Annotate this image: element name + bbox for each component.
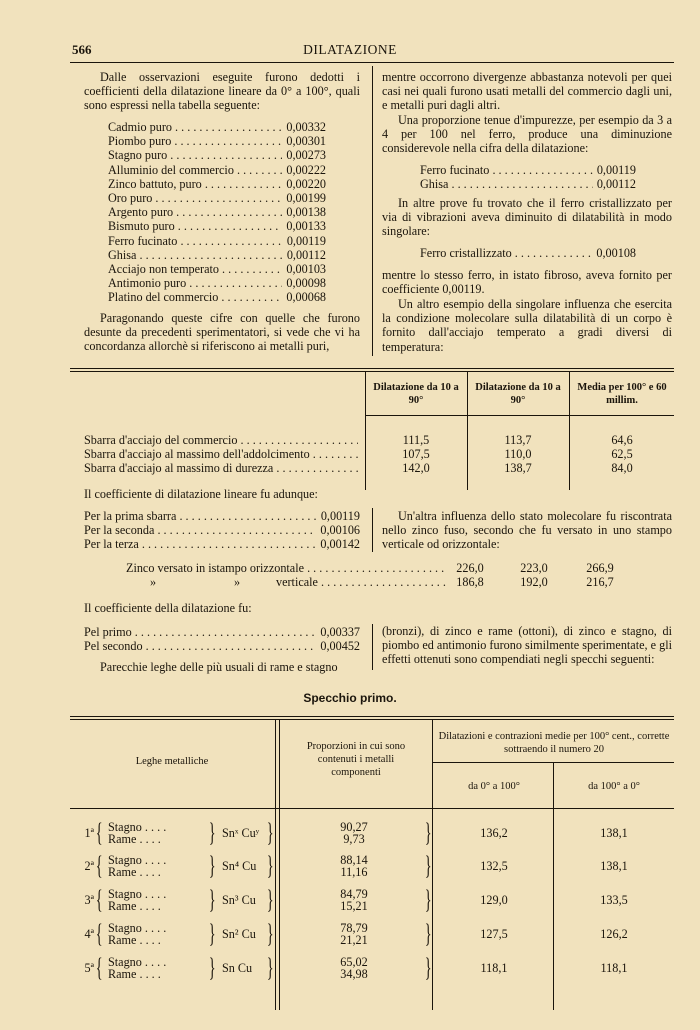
steel-table-top-rule-2: [70, 371, 674, 372]
iron-list: [420, 163, 636, 191]
pel-row: Pel secondo . . . 0,00452: [84, 639, 360, 653]
steel-header-rule: [365, 415, 674, 416]
mid-divider: [372, 508, 373, 552]
ditto-mark: »: [234, 575, 241, 589]
zinc-col-3: 266,9 216,7: [586, 561, 614, 590]
steel-table-divider: [467, 372, 468, 490]
specchio-divider: [275, 720, 276, 1010]
bar-row: Per la seconda . . . 0,00106: [84, 523, 360, 537]
right-paragraph-5: Un altro esempio della singolare influenza che esercita la condizione molecolare sulla dilatabilità di un corpo è fornito dall'acciajo temperato a gradi diversi di temperatura:: [382, 297, 672, 354]
steel-table-top-rule: [70, 368, 674, 369]
page-title: DILATAZIONE: [303, 42, 397, 57]
table-row: Sbarra d'acciajo al massimo dell'addolcimento . . .: [84, 447, 358, 461]
pel-row: Pel primo . . . 0,00337: [84, 625, 360, 639]
right-paragraph-3: In altre prove fu trovato che il ferro cristallizzato per via di vibrazioni aveva diminuito di dilatabilità in modo singolare:: [382, 196, 672, 239]
steel-col-3: 64,6 62,5 84,0: [611, 433, 633, 476]
bar-row: Per la prima sbarra . . . 0,00119: [84, 509, 360, 523]
zinc-vertical-label: verticale . . .: [276, 575, 446, 589]
iron-row: Ferro cristallizzato . . . 0,00108: [420, 246, 636, 260]
leghe-header: Leghe metalliche: [135, 756, 209, 767]
table-row: Sbarra d'acciajo del commercio . . .: [84, 433, 358, 447]
dilatation-subheader-b: da 100° a 0°: [588, 781, 640, 792]
closing-paragraph: Paragonando queste cifre con quelle che furono desunte da precedenti sperimentatori, si vede che vi ha concordanza allorchè si riferiscono ai metalli puri,: [84, 311, 360, 354]
metal-row: Antimonio puro . . . 0,00098: [108, 276, 326, 290]
intro-paragraph: Dalle osservazioni eseguite furono dedotti i coefficienti della dilatazione lineare da 0° a 100°, quali sono espressi nella tabella seguente:: [84, 70, 360, 113]
steel-col-1: 111,5 107,5 142,0: [402, 433, 430, 476]
zinc-col-2: 223,0 192,0: [520, 561, 548, 590]
zinc-horizontal-label: Zinco versato in istampo orizzontale . . .: [126, 561, 446, 575]
zinc-paragraph: Un'altra influenza dello stato molecolare fu riscontrata nello zinco fuso, secondo che fu versato in uno stampo verticale od orizzontale:: [382, 509, 672, 552]
metal-coefficient-list: [108, 120, 326, 304]
metal-row: Zinco battuto, puro . . . 0,00220: [108, 177, 326, 191]
metal-row: Acciajo non temperato . . . 0,00103: [108, 262, 326, 276]
steel-header-3: Media per 100° e 60 millim.: [577, 382, 667, 406]
bronzi-paragraph: (bronzi), di zinco e rame (ottoni), di zinco e stagno, di piombo ed antimonio furono similmente sperimentate, e gli effetti ottenuti sono compendiati negli specchi seguenti:: [382, 624, 672, 667]
crystal-iron-list: [420, 246, 636, 260]
specchio-subheader-rule: [432, 762, 674, 763]
iron-row: Ghisa . . . 0,00112: [420, 177, 636, 191]
bar-coefficients: [84, 509, 360, 552]
right-paragraph-4: mentre lo stesso ferro, in istato fibroso, aveva fornito per coefficiente 0,00119.: [382, 268, 672, 297]
steel-row-labels: [84, 433, 358, 476]
specchio-divider: [553, 762, 554, 1010]
right-paragraph-1: mentre occorrono divergenze abbastanza notevoli per quei casi nei quali furono usati metalli del commercio dagli uni, e metalli puri dagli altri.: [382, 70, 672, 113]
proportions-header: Proporzioni in cui sono contenuti i metalli componenti: [306, 741, 406, 778]
steel-col-2: 113,7 110,0 138,7: [504, 433, 532, 476]
metal-row: Ghisa . . . 0,00112: [108, 248, 326, 262]
coefficient2-intro: Il coefficiente della dilatazione fu:: [84, 601, 252, 615]
specchio-divider: [432, 720, 433, 1010]
metal-row: Alluminio del commercio . . . 0,00222: [108, 163, 326, 177]
mid-divider-2: [372, 624, 373, 670]
metal-row: Piombo puro . . . 0,00301: [108, 134, 326, 148]
steel-table-divider: [365, 372, 366, 490]
zinc-col-1: 226,0 186,8: [456, 561, 484, 590]
table-row: Sbarra d'acciajo al massimo di durezza . . .: [84, 461, 358, 475]
metal-row: Bismuto puro . . . 0,00133: [108, 219, 326, 233]
dilatation-header: Dilatazioni e contrazioni medie per 100° cent., corrette sottraendo il numero 20: [438, 731, 670, 755]
header-rule: [70, 62, 674, 63]
metal-row: Argento puro . . . 0,00138: [108, 205, 326, 219]
steel-header-1: Dilatazione da 10 a 90°: [373, 382, 459, 406]
metal-row: Cadmio puro . . . 0,00332: [108, 120, 326, 134]
specchio-divider: [279, 720, 280, 1010]
column-divider: [372, 66, 373, 356]
metal-row: Stagno puro . . . 0,00273: [108, 148, 326, 162]
specchio-top-rule: [70, 716, 674, 717]
specchio-title: Specchio primo.: [303, 691, 397, 705]
page-number: 566: [72, 42, 92, 57]
bar-row: Per la terza . . . 0,00142: [84, 537, 360, 551]
metal-row: Ferro fucinato . . . 0,00119: [108, 234, 326, 248]
right-paragraph-2: Una proporzione tenue d'impurezze, per esempio da 3 a 4 per 100 nel ferro, produce una diminuzione considerevole nella cifra della dilatazione:: [382, 113, 672, 156]
metal-row: Platino del commercio . . . 0,00068: [108, 290, 326, 304]
specchio-top-rule-2: [70, 719, 674, 720]
ditto-mark: »: [150, 575, 157, 589]
steel-table-divider: [569, 372, 570, 490]
steel-header-2: Dilatazione da 10 a 90°: [475, 382, 561, 406]
specchio-header-rule: [70, 808, 674, 809]
metal-row: Oro puro . . . 0,00199: [108, 191, 326, 205]
leghe-paragraph: Parecchie leghe delle più usuali di rame e stagno: [100, 660, 338, 674]
pel-coefficients: [84, 625, 360, 653]
coefficient-intro: Il coefficiente di dilatazione lineare fu adunque:: [84, 487, 318, 501]
dilatation-subheader-a: da 0° a 100°: [468, 781, 520, 792]
iron-row: Ferro fucinato . . . 0,00119: [420, 163, 636, 177]
